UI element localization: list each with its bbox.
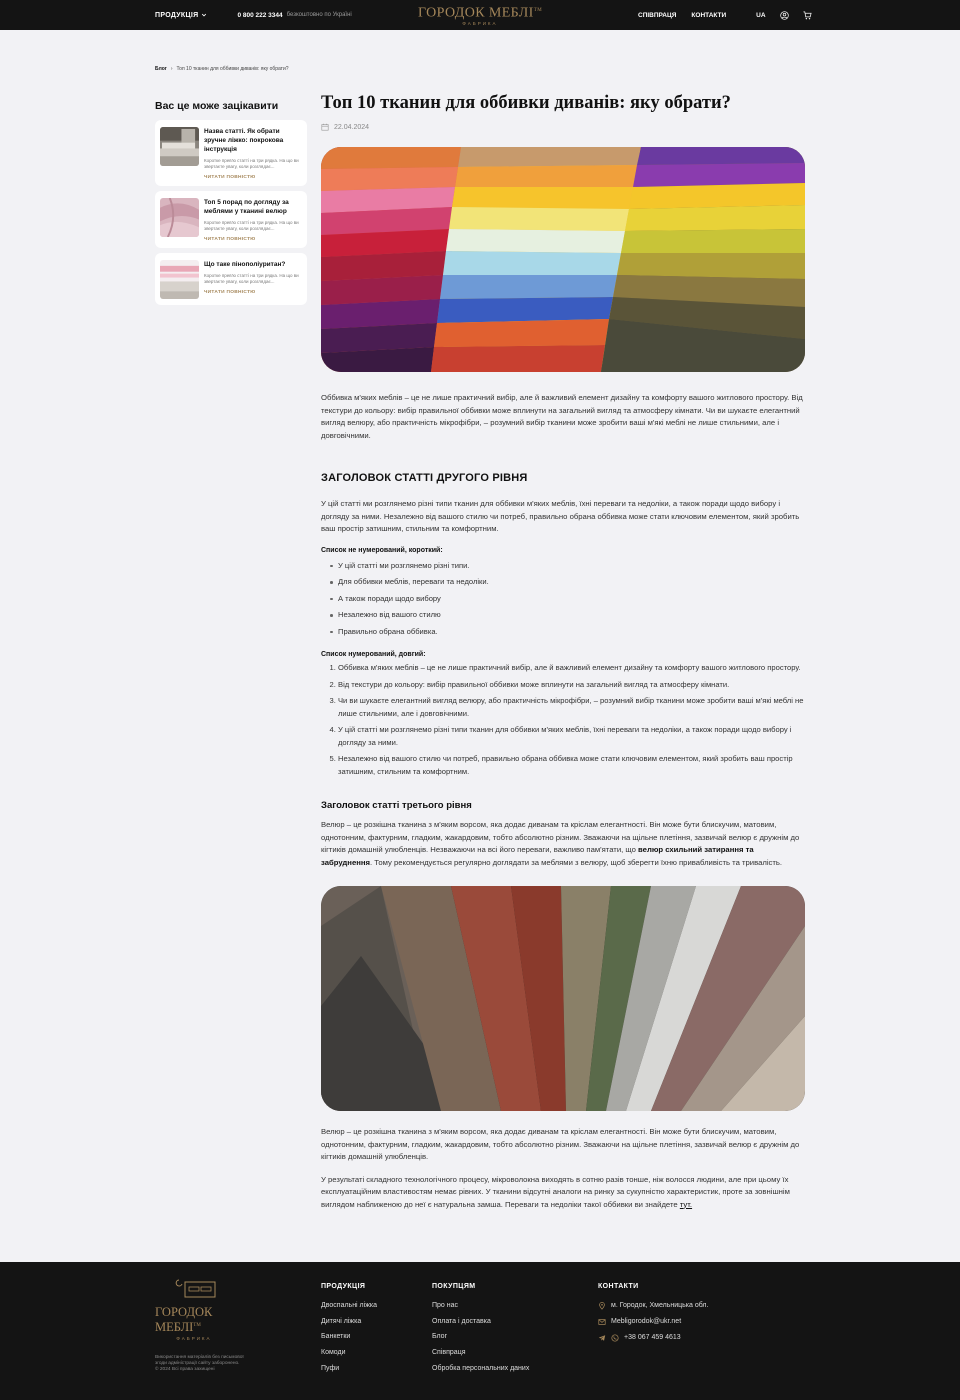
list-item: У цій статті ми розглянемо різні типи. [330, 558, 805, 575]
footer-link[interactable]: Обробка персональних даних [432, 1364, 530, 1372]
list-item: Для оббивки меблів, переваги та недоліки. [330, 574, 805, 591]
velour-text-bold: велюр схильний затирання та забруднення [321, 845, 754, 867]
nav-cooperation[interactable]: СПІВПРАЦЯ [638, 11, 677, 19]
calendar-icon [321, 123, 329, 131]
footer-link[interactable]: Комоди [321, 1349, 346, 1357]
footer-phone[interactable] [598, 1334, 708, 1342]
list-item: 3. Чи ви шукаєте елегантний вигляд велюру, або практичність мікрофібри, – розумний вибір тканини може зробити ваші м'які меблі не лише стильними, але і довговічними. [338, 695, 805, 720]
products-menu-label: ПРОДУКЦІЯ [155, 11, 199, 19]
microfiber-text: У результаті складного технологічного процесу, мікроволокна виходять в сотню разів тонше, ніж волосся людини, але при цьому їх експлуатаційним властивостям немає рівних. У тканини відсутні аналоги на ринку за сукупністю характеристик, проте за зовнішнім виглядом наближеною до неї є натуральна замша. Переваги та недоліки такої оббивки ви знайдете [321, 1174, 790, 1209]
footer-link[interactable]: Дитячі ліжка [321, 1317, 362, 1325]
telegram-icon[interactable] [598, 1334, 606, 1342]
microfiber-paragraph [321, 1174, 805, 1212]
footer-buyers-column [432, 1283, 529, 1381]
velour-paragraph-2: Велюр – це розкішна тканина з м'яким ворсом, яка додає диванам та кріслам елегантності. Він може бути блискучим, матовим, однотонним, фактурним, гладким, жакардовим, тобто абсолютно різним. Зважаючи на щільне плетіння, зазвичай велюр є дружнім до кігтиків домашній улюбленців. [321, 1127, 800, 1161]
card-excerpt: Коротке прев'ю статті на три рядка. На що ви звертаєте увагу, коли розглядає... [204, 158, 299, 169]
cart-icon[interactable] [803, 11, 812, 20]
list-item: Незалежно від вашого стилю [330, 607, 805, 624]
footer-logo-tm: TM [193, 1322, 201, 1328]
phone-text[interactable]: +38 067 459 4613 [624, 1334, 681, 1342]
footer-products-heading: ПРОДУКЦІЯ [321, 1283, 366, 1290]
card-title[interactable]: Назва статті. Як обрати зручне ліжко: покрокова інструкція [204, 128, 284, 153]
address-text: м. Городок, Хмельницька обл. [611, 1302, 709, 1310]
site-footer [0, 1262, 960, 1400]
header-right [638, 0, 812, 30]
logo-tm: TM [533, 8, 543, 13]
breadcrumb-separator: › [170, 66, 173, 72]
site-logo[interactable] [0, 3, 960, 27]
footer-address [598, 1302, 708, 1310]
footer-logo-subtitle: ФАБРИКА [176, 1336, 212, 1341]
copyright-line: © 2024 Всі права захищені [155, 1367, 215, 1372]
main-area [0, 30, 960, 1262]
footer-contacts-column [598, 1283, 708, 1350]
article-content [321, 92, 805, 1211]
related-sidebar [155, 100, 307, 310]
copyright-line: Використання матеріалів без письмової [155, 1355, 244, 1360]
velour-fabrics-image [321, 886, 805, 1111]
read-more-link[interactable]: ЧИТАТИ ПОВНІСТЮ [204, 290, 256, 295]
related-card[interactable] [155, 253, 307, 305]
list-item: 4. У цій статті ми розглянемо різні типи тканин для оббивки м'яких меблів, їхні переваги та недоліки, а також поради щодо вибору і догляду за ними. [338, 724, 805, 749]
header-phone-note: безкоштовно по Україні [286, 12, 352, 18]
mail-icon [598, 1318, 606, 1326]
copyright-line: згоди адміністрації сайту заборонено. [155, 1361, 240, 1366]
related-card[interactable] [155, 120, 307, 186]
footer-buyers-heading: ПОКУПЦЯМ [432, 1283, 476, 1290]
footer-link[interactable]: Пуфи [321, 1364, 340, 1372]
card-excerpt: Коротке прев'ю статті на три рядка. На що ви звертаєте увагу, коли розглядає... [204, 220, 299, 231]
header-phone[interactable]: 0 800 222 3344 [237, 11, 283, 19]
velour-text-a: Велюр – це розкішна тканина з м'яким ворсом, яка додає диванам та кріслам елегантності. Він може бути блискучим, матовим, однотонним, фактурним, гладким, жакардовим, тобто абсолютно різним. Зважаючи на щільне плетіння, зазвичай велюр є дружнім до кігтиків домашній улюбленців. Незважаючи на всі його переваги, важливо пам'ятати, що [321, 820, 800, 854]
breadcrumb-home[interactable]: Блог [155, 66, 167, 72]
footer-link[interactable]: Співпраця [432, 1349, 466, 1357]
article-date-text: 22.04.2024 [334, 123, 370, 131]
card-thumbnail-bed [160, 127, 199, 166]
article-date [321, 123, 805, 131]
unordered-list [321, 558, 805, 641]
footer-logo-name: ГОРОДОК МЕБЛІ [155, 1305, 213, 1334]
read-here-link[interactable]: тут. [679, 1199, 693, 1209]
velour-paragraph [321, 819, 805, 869]
list-item: Правильно обрана оббивка. [330, 624, 805, 641]
footer-link[interactable]: Банкетки [321, 1333, 351, 1341]
card-excerpt: Коротке прев'ю статті на три рядка. На що ви звертаєте увагу, коли розглядає... [204, 273, 299, 284]
viber-icon[interactable] [611, 1334, 619, 1342]
fabric-swatches-image [321, 147, 805, 372]
unordered-list-heading: Список не нумерований, короткий: [321, 546, 443, 554]
footer-contacts-heading: КОНТАКТИ [598, 1283, 639, 1290]
breadcrumb [155, 66, 289, 72]
footer-link[interactable]: Блог [432, 1333, 448, 1341]
footer-email[interactable] [598, 1318, 708, 1326]
logo-subtitle: ФАБРИКА [462, 20, 498, 26]
velour-text-b: . Тому рекомендується регулярно доглядати за меблями з велюру, щоб зберегти їхню привабливість та тривалість. [370, 857, 783, 867]
section-paragraph: У цій статті ми розглянемо різні типи тканин для оббивки м'яких меблів, їхні переваги та недоліки, а також поради щодо вибору і догляду за ними. Незалежно від вашого стилю чи потреб, правильно обрана оббивка може стати ключовим елементом, який зробить ваш простір затишним, стильним та комфортним. [321, 499, 800, 533]
footer-link[interactable]: Оплата і доставка [432, 1317, 491, 1325]
breadcrumb-current: Топ 10 тканин для оббивки диванів: яку обрати? [176, 66, 289, 72]
list-item: 2. Від текстури до кольору: вибір правильної оббивки може вплинути на загальний вигляд та атмосферу кімнати. [338, 679, 805, 692]
footer-logo[interactable] [155, 1278, 255, 1341]
email-text[interactable]: Mebligorodok@ukr.net [611, 1318, 682, 1326]
list-item: 1. Оббивка м'яких меблів – це не лише практичний вибір, але й важливий елемент дизайну та комфорту вашого житлового простору. [338, 662, 805, 675]
list-item: 5. Незалежно від вашого стилю чи потреб, правильно обрана оббивка може стати ключовим елементом, який зробить ваш простір затишним, стильним та комфортним. [338, 753, 805, 778]
ordered-list-heading: Список нумерований, довгий: [321, 651, 426, 658]
footer-products-column [321, 1283, 377, 1381]
card-title[interactable]: Що таке пінополіуритан? [204, 261, 286, 268]
list-item: А також поради щодо вибору [330, 591, 805, 608]
footer-copyright [155, 1355, 263, 1373]
logo-name: ГОРОДОК МЕБЛІ [417, 5, 534, 21]
card-thumbnail-foam [160, 260, 199, 299]
sidebar-title: Вас це може зацікавити [155, 100, 279, 112]
site-header [0, 0, 960, 30]
location-icon [598, 1302, 606, 1310]
footer-link[interactable]: Про нас [432, 1302, 459, 1309]
read-more-link[interactable]: ЧИТАТИ ПОВНІСТЮ [204, 237, 256, 242]
bed-logo-icon [155, 1278, 235, 1300]
card-thumbnail-velour [160, 198, 199, 237]
article-intro: Оббивка м'яких меблів – це не лише практичний вибір, але й важливий елемент дизайну та комфорту вашого житлового простору. Від текстури до кольору: вибір правильної оббивки може вплинути на загальний вигляд та атмосферу кімнати. Чи ви шукаєте елегантний вигляд велюру, або практичність мікрофібри, – розумний вибір тканини може зробити ваші м'які меблі не лише стильними, але і довговічними. [321, 393, 803, 440]
ordered-list [321, 662, 805, 778]
section-heading-h3: Заголовок статті третього рівня [321, 800, 472, 811]
related-card[interactable] [155, 191, 307, 248]
footer-link[interactable]: Двоспальні ліжка [321, 1302, 377, 1309]
language-switch[interactable]: UA [756, 11, 766, 19]
article-title: Топ 10 тканин для оббивки диванів: яку обрати? [321, 93, 731, 113]
nav-contacts[interactable]: КОНТАКТИ [691, 11, 727, 19]
card-title[interactable]: Топ 5 порад по догляду за меблями у тканині велюр [204, 199, 289, 215]
read-more-link[interactable]: ЧИТАТИ ПОВНІСТЮ [204, 175, 256, 180]
user-icon[interactable] [780, 11, 789, 20]
section-heading-h2: ЗАГОЛОВОК СТАТТІ ДРУГОГО РІВНЯ [321, 472, 528, 484]
